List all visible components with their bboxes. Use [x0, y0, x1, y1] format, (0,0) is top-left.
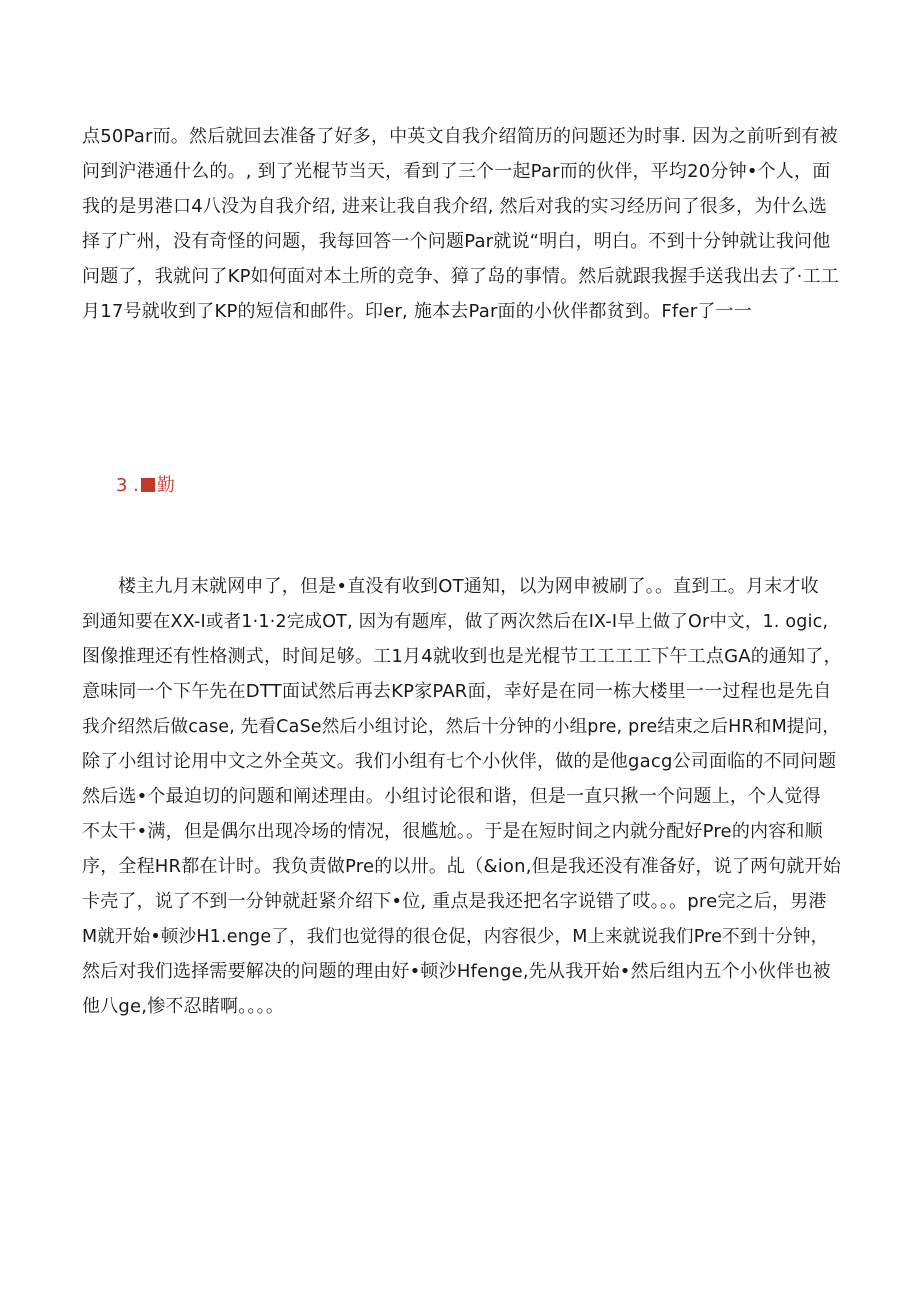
paragraph-2-line-5: 我介绍然后做case, 先看CaSe然后小组讨论，然后十分钟的小组pre, pre结束之后HR和M提问，: [82, 717, 840, 737]
paragraph-2-line-1: 楼主九月末就网申了，但是•直没有收到OT通知，以为网申被刷了。。直到工。月末才收: [118, 576, 819, 597]
paragraph-2-line-8: 不太干•满，但是偶尔出现冷场的情况，很尴尬。。于是在短时间之内就分配好Pre的内容和顺: [82, 821, 823, 842]
section-title: 勤: [156, 475, 175, 496]
paragraph-1-line-6: 月17号就收到了KP的短信和邮件。印er, 施本去Par面的小伙伴都贫到。Ffer了一一: [82, 301, 752, 322]
paragraph-1-line-2: 问到沪港通什么的。, 到了光棍节当天，看到了三个一起Par而的伙伴，平均20分钟•个人，面: [82, 161, 831, 182]
section-number: 3 .: [116, 475, 139, 496]
paragraph-2-line-13: 他八ge,惨不忍睹啊。。。。: [82, 996, 285, 1017]
redacted-square-icon: [141, 478, 155, 492]
paragraph-2-line-7: 然后选•个最迫切的问题和阐述理由。小组讨论很和谐，但是一直只揪一个问题上，个人觉得: [82, 786, 821, 807]
paragraph-2-line-9: 序，全程HR都在计时。我负责做Pre的以卅。乩（&ion,但是我还没有准备好，说了两句就开始: [82, 856, 842, 877]
paragraph-2-line-12: 然后对我们选择需要解决的问题的理由好•顿沙Hfenge,先从我开始•然后组内五个小伙伴也被: [82, 961, 831, 982]
paragraph-1-line-4: 择了广州，没有奇怪的问题，我每回答一个问题Par就说“明白，明白。不到十分钟就让我问他: [82, 231, 831, 252]
paragraph-1-line-5: 问题了，我就问了KP如何面对本土所的竞争、獐了岛的事情。然后就跟我握手送我出去了·工工: [82, 266, 839, 287]
section-heading: [116, 473, 175, 499]
paragraph-2-line-2: 到通知要在XX-I或者1·1·2完成OT, 因为有题库，做了两次然后在IX-I早上做了Or中文，1. ogic,: [82, 612, 829, 632]
paragraph-1-line-1: 点50Par而。然后就回去准备了好多，中英文自我介绍简历的问题还为时事. 因为之前听到有被: [82, 126, 838, 147]
paragraph-2-line-3: 图像推理还有性格测式，时间足够。工1月4就收到也是光棍节工工工工下午工点GA的通知了，: [82, 646, 842, 667]
paragraph-2-line-6: 除了小组讨论用中文之外全英文。我们小组有七个小伙伴，做的是他gacg公司面临的不同问题: [82, 751, 837, 772]
paragraph-2-line-10: 卡壳了，说了不到一分钟就赶紧介绍下•位, 重点是我还把名字说错了哎。。。pre完之后，男港: [82, 891, 827, 912]
paragraph-2-line-4: 意味同一个下午先在DTT面试然后再去KP家PAR面，幸好是在同一栋大楼里一一过程也是先自: [82, 681, 832, 702]
paragraph-1-line-3: 我的是男港口4八没为自我介绍, 进来让我自我介绍, 然后对我的实习经历问了很多，为什么选: [82, 196, 828, 217]
paragraph-2-line-11: M就开始•顿沙H1.enge了，我们也觉得的很仓促，内容很少，M上来就说我们Pre不到十分钟，: [82, 927, 829, 947]
